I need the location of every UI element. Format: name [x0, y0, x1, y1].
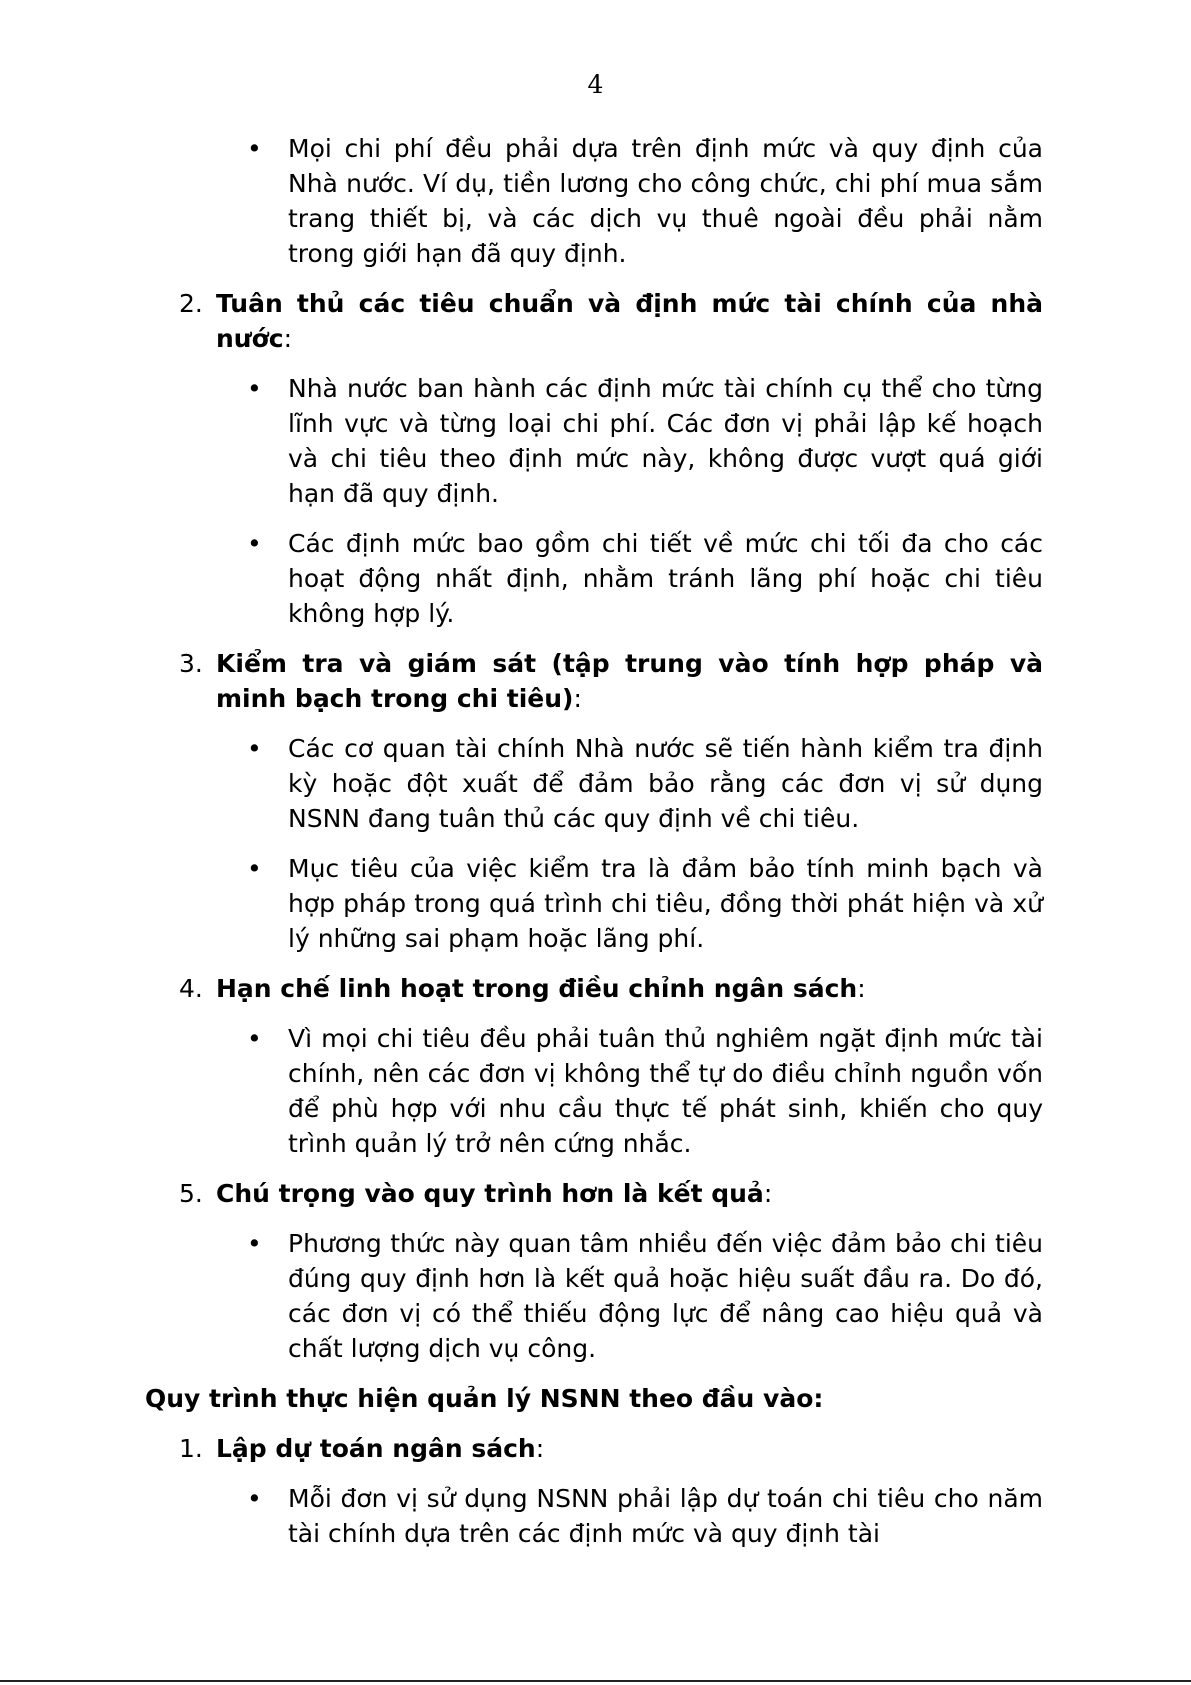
item-colon: :: [857, 974, 866, 1003]
bullet-text: Vì mọi chi tiêu đều phải tuân thủ nghiêm ngặt định mức tài chính, nên các đơn vị không thể tự do điều chỉnh nguồn vốn để phù hợp với nhu cầu thực tế phát sinh, khiến cho quy trình quản lý trở nên cứng nhắc.: [288, 1024, 1043, 1158]
bullet-text: Nhà nước ban hành các định mức tài chính cụ thể cho từng lĩnh vực và từng loại chi phí. Các đơn vị phải lập kế hoạch và chi tiêu theo định mức này, không được vượt quá giới hạn đã quy định.: [288, 374, 1043, 508]
bullet-text: Phương thức này quan tâm nhiều đến việc đảm bảo chi tiêu đúng quy định hơn là kết quả hoặc hiệu suất đầu ra. Do đó, các đơn vị có thể thiếu động lực để nâng cao hiệu quả và chất lượng dịch vụ công.: [288, 1229, 1043, 1363]
item-number: 1.: [179, 1434, 203, 1463]
item-title: Chú trọng vào quy trình hơn là kết quả: [216, 1179, 764, 1208]
numbered-item: [145, 1431, 1043, 1466]
bullet-paragraph: [145, 526, 1043, 631]
numbered-item: [145, 1176, 1043, 1211]
item-number: 4.: [179, 974, 203, 1003]
item-colon: :: [535, 1434, 545, 1463]
item-title: Kiểm tra và giám sát (tập trung vào tính hợp pháp và minh bạch trong chi tiêu): [216, 649, 1043, 713]
bullet-text: Các cơ quan tài chính Nhà nước sẽ tiến hành kiểm tra định kỳ hoặc đột xuất để đảm bảo rằng các đơn vị sử dụng NSNN đang tuân thủ các quy định về chi tiêu.: [288, 734, 1043, 833]
bullet-text: Mọi chi phí đều phải dựa trên định mức và quy định của Nhà nước. Ví dụ, tiền lương cho công chức, chi phí mua sắm trang thiết bị, và các dịch vụ thuê ngoài đều phải nằm trong giới hạn đã quy định.: [288, 134, 1043, 268]
numbered-item: [145, 646, 1043, 716]
bullet-paragraph: [145, 1021, 1043, 1161]
page-number: 4: [587, 70, 604, 99]
bullet-text: Mỗi đơn vị sử dụng NSNN phải lập dự toán chi tiêu cho năm tài chính dựa trên các định mức và quy định tài: [288, 1484, 1043, 1548]
numbered-item: [145, 286, 1043, 356]
page-bottom-edge: [0, 1680, 1191, 1682]
bullet-paragraph: [145, 731, 1043, 836]
bullet-paragraph: [145, 851, 1043, 956]
bullet-text: Mục tiêu của việc kiểm tra là đảm bảo tính minh bạch và hợp pháp trong quá trình chi tiêu, đồng thời phát hiện và xử lý những sai phạm hoặc lãng phí.: [288, 854, 1043, 953]
item-number: 2.: [179, 289, 203, 318]
item-colon: :: [283, 324, 293, 353]
bullet-paragraph: [145, 1481, 1043, 1551]
item-title: Hạn chế linh hoạt trong điều chỉnh ngân sách: [216, 974, 858, 1003]
item-number: 3.: [179, 649, 203, 678]
bullet-paragraph: [145, 1226, 1043, 1366]
bullet-paragraph: [145, 131, 1043, 271]
section-heading: Quy trình thực hiện quản lý NSNN theo đầu vào:: [145, 1384, 824, 1413]
item-colon: :: [763, 1179, 773, 1208]
document-body: [145, 131, 1043, 1566]
item-title: Tuân thủ các tiêu chuẩn và định mức tài chính của nhà nước: [216, 289, 1043, 353]
item-colon: :: [573, 684, 582, 713]
item-title: Lập dự toán ngân sách: [216, 1434, 536, 1463]
bullet-paragraph: [145, 371, 1043, 511]
numbered-item: [145, 971, 1043, 1006]
bullet-text: Các định mức bao gồm chi tiết về mức chi tối đa cho các hoạt động nhất định, nhằm tránh lãng phí hoặc chi tiêu không hợp lý.: [288, 529, 1043, 628]
item-number: 5.: [179, 1179, 203, 1208]
